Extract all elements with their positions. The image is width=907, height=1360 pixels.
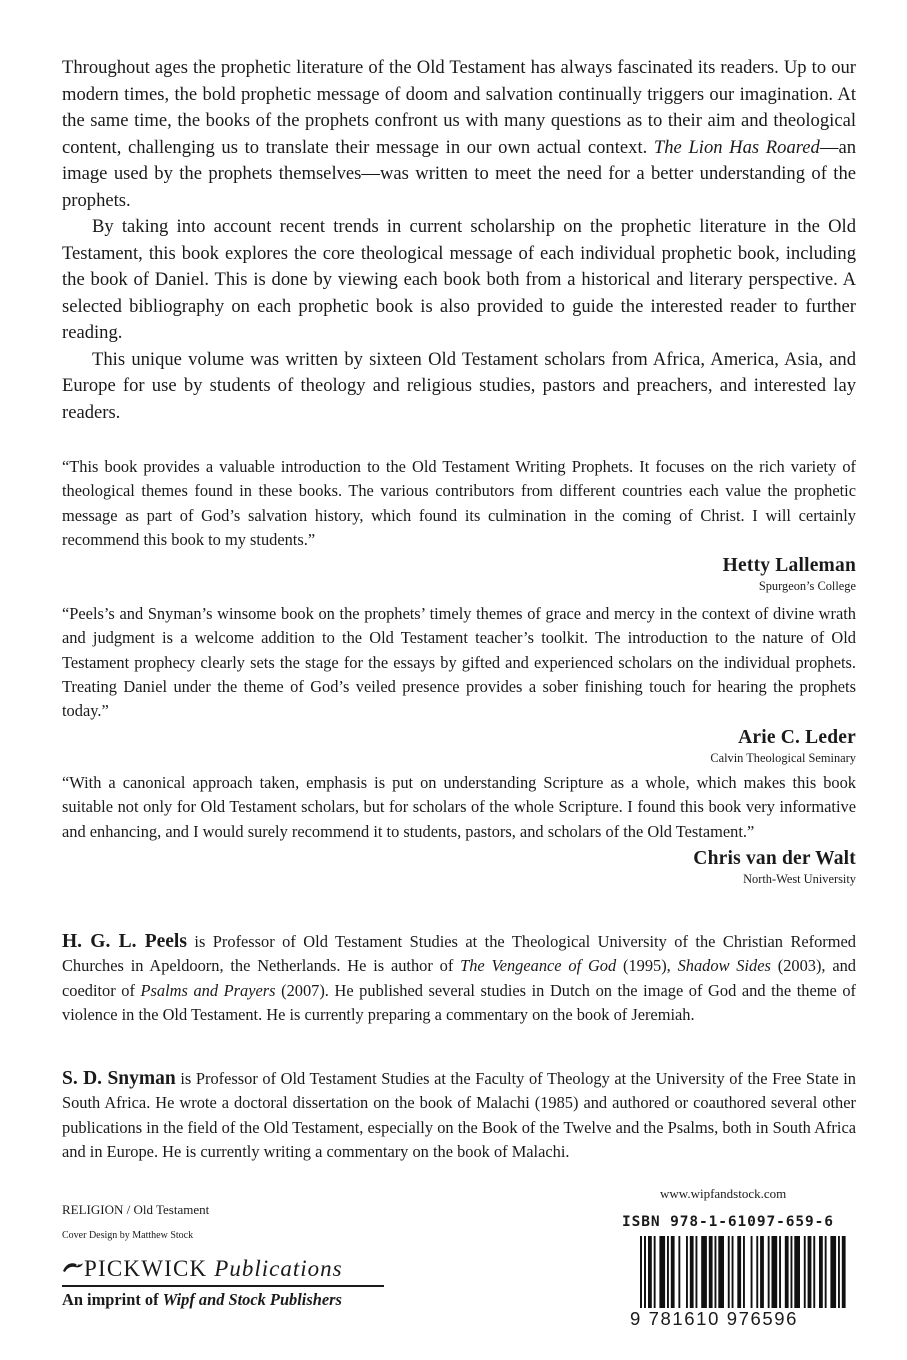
endorser-institution: Calvin Theological Seminary xyxy=(710,751,856,766)
author-bio-peels: H. G. L. Peels is Professor of Old Testament Studies at the Theological University of the Christian Reformed Churches in Apeldoorn, the Netherlands. He is author of The Vengeance of God (1995), Shadow Sides (2003), and coeditor of Psalms and Prayers (2007). He published several studies in Dutch on the image of God and the theme of violence in the Old Testament. He is currently preparing a commentary on the book of Jeremiah. xyxy=(62,931,856,1024)
barcode-bar xyxy=(830,1236,836,1308)
publisher-logo xyxy=(62,1255,384,1310)
endorsement xyxy=(62,602,856,766)
barcode-bar xyxy=(819,1236,823,1308)
barcode-number: 9 781610 976596 xyxy=(630,1308,799,1329)
barcode-bar xyxy=(756,1236,758,1308)
barcode-bar xyxy=(715,1236,717,1308)
imprint-line: An imprint of Wipf and Stock Publishers xyxy=(62,1289,342,1309)
barcode-bar xyxy=(808,1236,812,1308)
barcode-bar xyxy=(794,1236,800,1308)
author-name: H. G. L. Peels xyxy=(62,931,187,952)
barcode-bar xyxy=(701,1236,707,1308)
logo-rule xyxy=(62,1285,384,1287)
barcode-bar xyxy=(640,1236,642,1308)
endorsement xyxy=(62,455,856,594)
barcode-bar xyxy=(842,1236,846,1308)
book-title: The Lion Has Roared xyxy=(653,136,820,158)
endorsement-text: “Peels’s and Snyman’s winsome book on the prophets’ timely themes of grace and mercy in the context of divine wrath and judgment is a welcome addition to the Old Testament teacher’s toolkit. The introduction to the nature of Old Testament prophecy clearly sets the stage for the essays by gifted and experienced scholars on the individual prophets. Treating Daniel under the theme of God’s veiled presence provides a sober finishing touch for hearing the prophets today.” xyxy=(62,604,856,721)
barcode-bar xyxy=(696,1236,698,1308)
author-bio-snyman: S. D. Snyman is Professor of Old Testament Studies at the Faculty of Theology at the University of the Free State in South Africa. He wrote a doctoral dissertation on the book of Malachi (1985) and authored or coauthored several other publications in the field of the Old Testament, especially on the Book of the Twelve and the Psalms, both in South Africa and in Europe. He is currently writing a commentary on the book of Malachi. xyxy=(62,1068,856,1161)
cover-design-credit: Cover Design by Matthew Stock xyxy=(62,1230,194,1241)
barcode-bar xyxy=(785,1236,789,1308)
barcode-bar xyxy=(648,1236,652,1308)
barcode-bar xyxy=(760,1236,764,1308)
book-description xyxy=(62,55,856,426)
publisher-name: PICKWICK xyxy=(84,1256,208,1281)
endorsement xyxy=(62,771,856,887)
barcode-bar xyxy=(768,1236,770,1308)
category-label: RELIGION / Old Testament xyxy=(62,1202,210,1217)
barcode-icon xyxy=(630,1236,856,1310)
barcode-bar xyxy=(779,1236,781,1308)
barcode-bar xyxy=(772,1236,778,1308)
barcode-bar xyxy=(644,1236,646,1308)
barcode-bar xyxy=(690,1236,694,1308)
endorser-name: Chris van der Walt xyxy=(693,847,856,869)
barcode-bar xyxy=(737,1236,741,1308)
barcode-bar xyxy=(732,1236,734,1308)
bird-icon xyxy=(62,1260,84,1274)
endorser-name: Hetty Lalleman xyxy=(722,555,856,577)
barcode-bar xyxy=(813,1236,815,1308)
barcode-bar xyxy=(709,1236,713,1308)
website-url: www.wipfandstock.com xyxy=(660,1186,787,1201)
barcode-bar xyxy=(728,1236,730,1308)
endorsement-text: “With a canonical approach taken, emphasis is put on understanding Scripture as a whole, which makes this book suitable not only for Old Testament scholars, but for scholars of the whole Scripture. I found this book very informative and enhancing, and I would surely recommend it to students, pastors, and scholars of the Old Testament.” xyxy=(62,773,856,841)
barcode-bar xyxy=(791,1236,793,1308)
barcode-bar xyxy=(838,1236,840,1308)
barcode-bar xyxy=(718,1236,724,1308)
barcode-bar xyxy=(804,1236,806,1308)
endorser-name: Arie C. Leder xyxy=(738,727,856,749)
endorser-institution: North-West University xyxy=(743,871,856,886)
barcode-bar xyxy=(667,1236,669,1308)
barcode-bar xyxy=(678,1236,680,1308)
description-paragraph-1: Throughout ages the prophetic literature of the Old Testament has always fascinated its readers. Up to our modern times, the bold prophetic message of doom and salvation continually triggers our imagination. At the same time, the books of the prophets confront us with many questions as to their aim and theological content, challenging us to translate their message in our own actual context. The Lion Has Roared—an image used by the prophets themselves—was written to meet the need for a better understanding of the prophets. xyxy=(62,57,856,211)
endorsement-text: “This book provides a valuable introduction to the Old Testament Writing Prophets. It focuses on the rich variety of theological themes found in these books. The various contributors from different countries each value the prophetic message as part of God’s salvation history, which found its culmination in the coming of Christ. I will certainly recommend this book to my students.” xyxy=(62,457,856,549)
author-name: S. D. Snyman xyxy=(62,1068,176,1089)
barcode-bar xyxy=(743,1236,745,1308)
endorser-institution: Spurgeon’s College xyxy=(758,579,856,594)
barcode-bar xyxy=(825,1236,827,1308)
barcode-bar xyxy=(671,1236,675,1308)
barcode-bar xyxy=(659,1236,665,1308)
isbn-text: ISBN 978-1-61097-659-6 xyxy=(622,1214,834,1230)
description-paragraph-3: This unique volume was written by sixteen Old Testament scholars from Africa, America, Asia, and Europe for use by students of theology and religious studies, pastors and preachers, and interested lay readers. xyxy=(62,348,856,423)
barcode-bar xyxy=(686,1236,688,1308)
publisher-publications: Publications xyxy=(214,1256,343,1281)
description-paragraph-2: By taking into account recent trends in current scholarship on the prophetic literature in the Old Testament, this book explores the core theological message of each individual prophetic book, including the book of Daniel. This is done by viewing each book both from a historical and literary perspective. A selected bibliography on each prophetic book is also provided to guide the interested reader to further reading. xyxy=(62,216,856,343)
barcode-bar xyxy=(751,1236,753,1308)
barcode-bar xyxy=(654,1236,656,1308)
